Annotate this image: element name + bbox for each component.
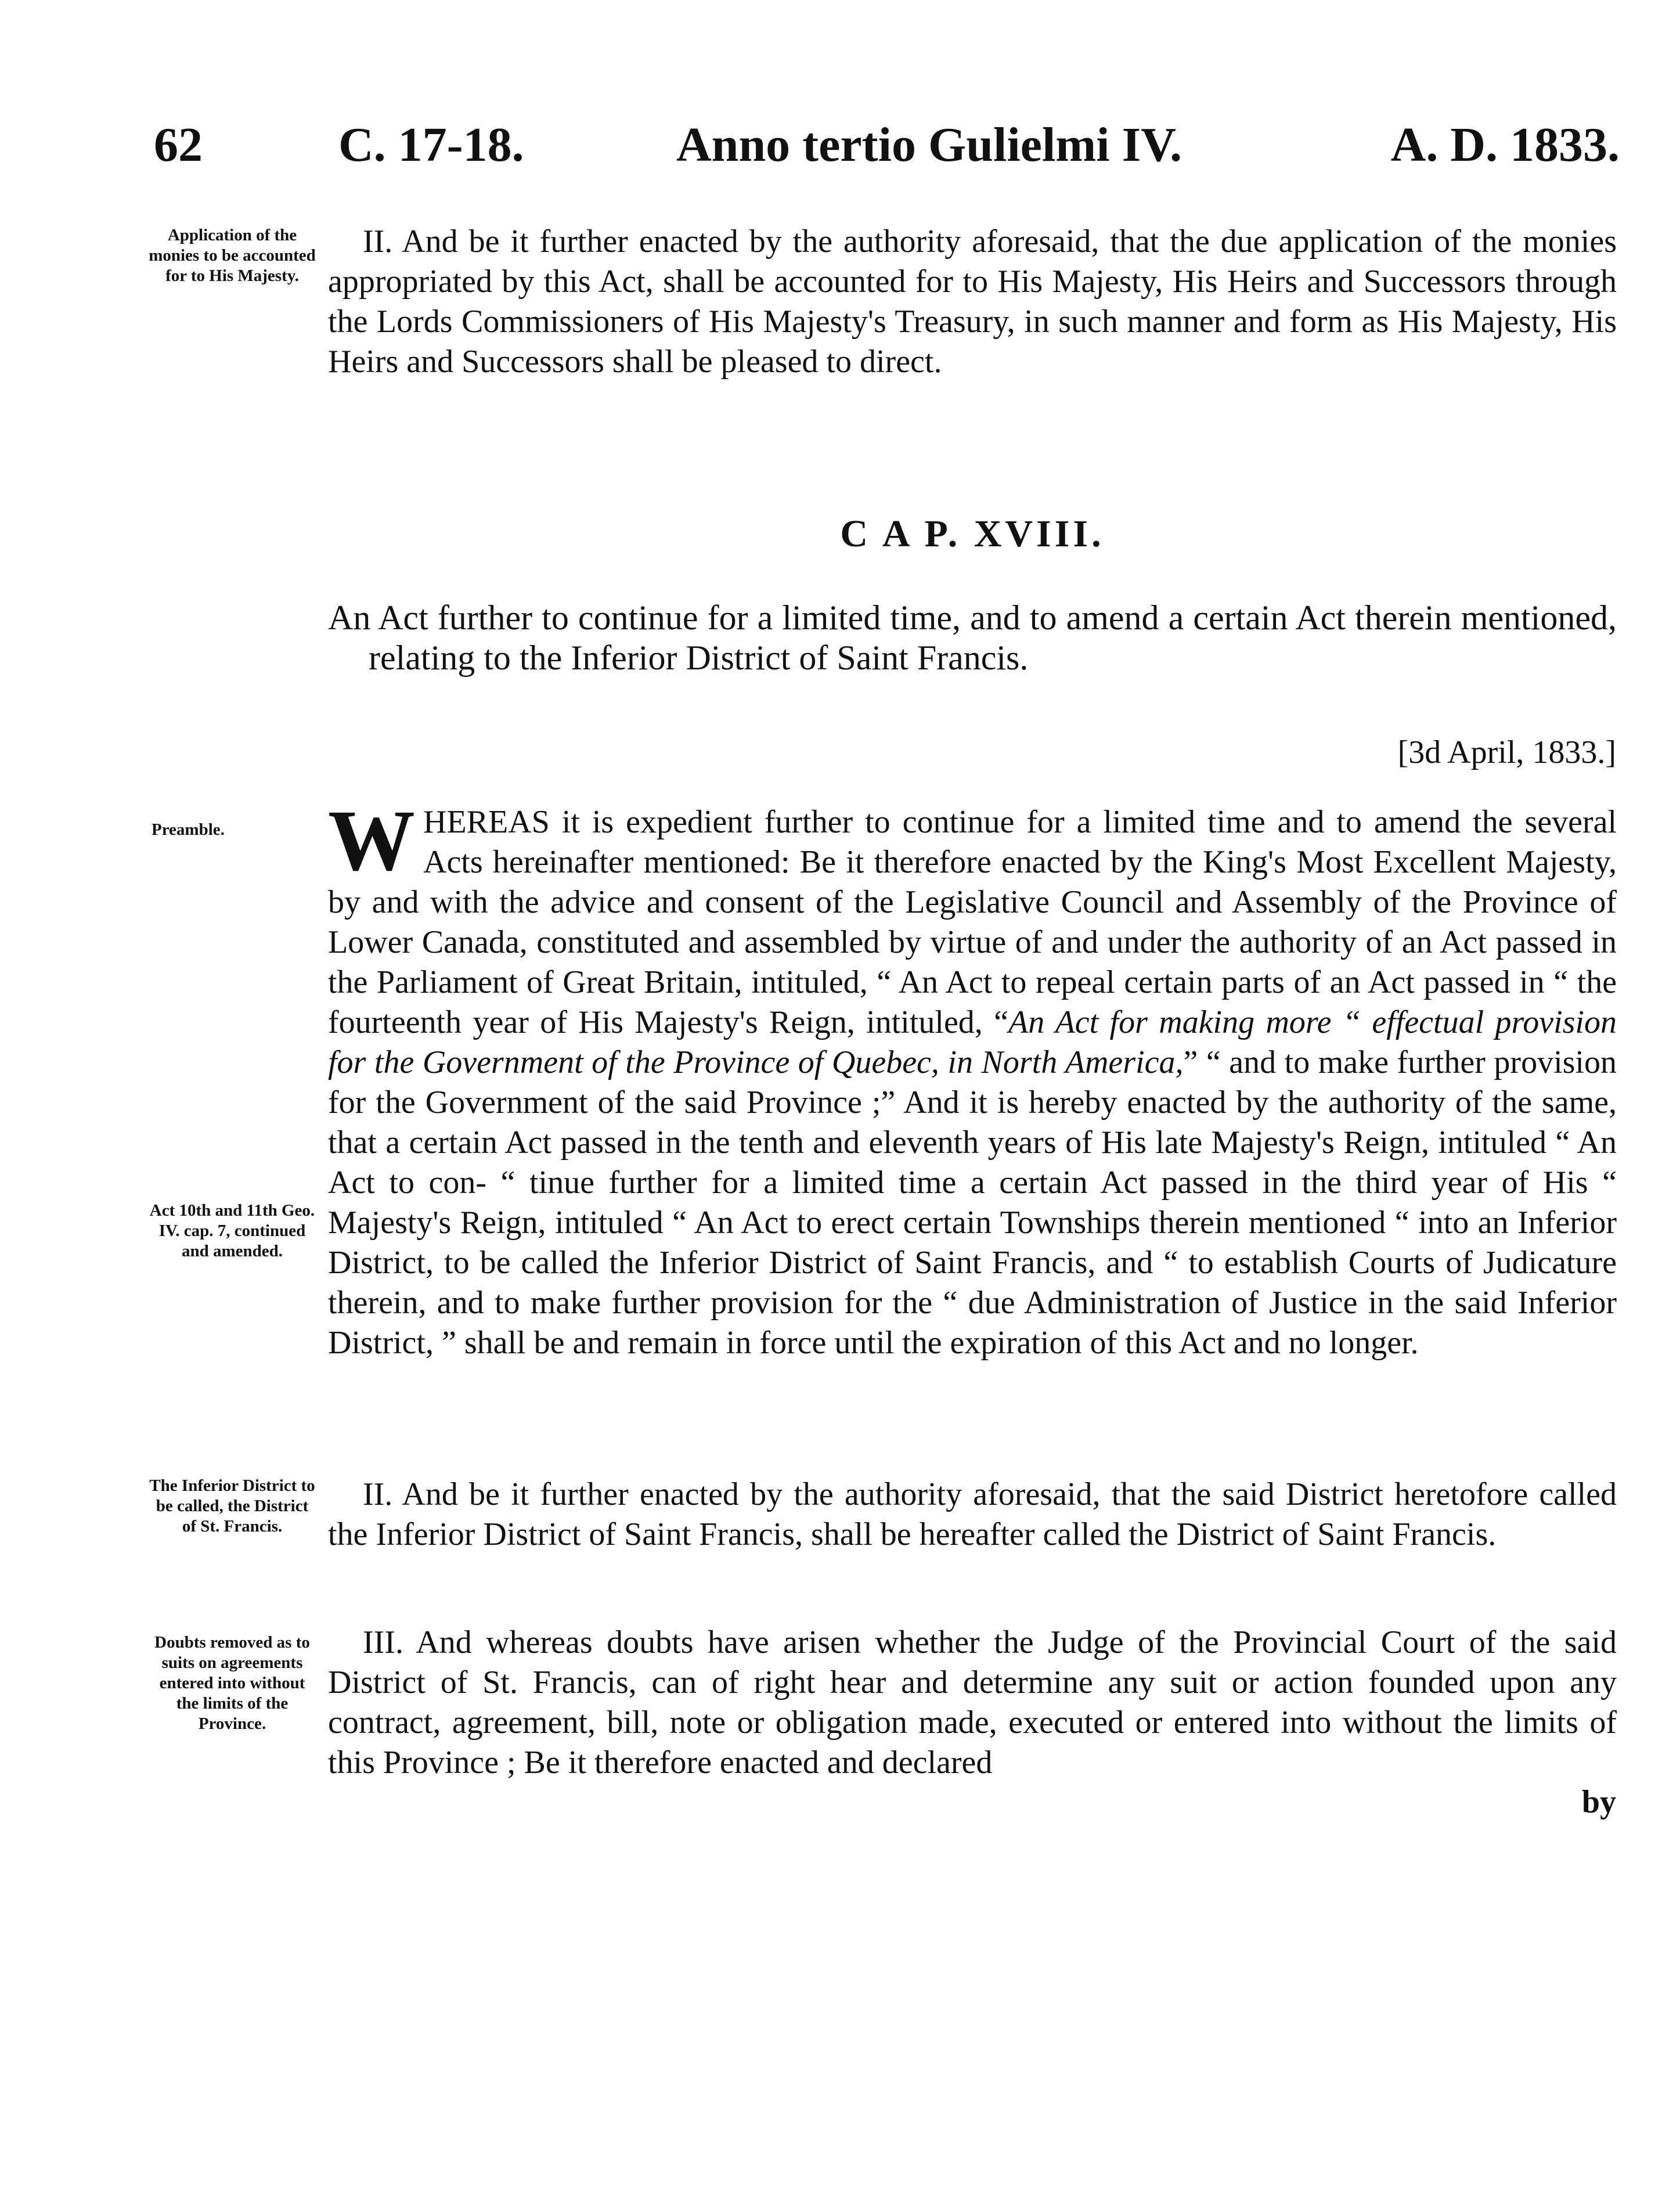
margin-note-application: Application of the monies to be accounted for to His Majesty. — [149, 226, 316, 285]
margin-note-act-continued: Act 10th and 11th Geo. IV. cap. 7, continued and amended. — [149, 1201, 315, 1260]
catchword: by — [1581, 1784, 1616, 1820]
section-ii-district-name: II. And be it further enacted by the authority aforesaid, that the said District heretofore called the Inferior District of Saint Francis, shall be hereafter called the District of Saint Francis. — [328, 1476, 1617, 1552]
section-iii-doubts: III. And whereas doubts have arisen whether the Judge of the Provincial Court of the said District of St. Francis, can of right hear and determine any suit or action founded upon any contract, agreement, bill, note or obligation made, executed or entered into without the limits of this Province ; Be it therefore enacted and declared — [328, 1624, 1617, 1781]
act-title: An Act further to continue for a limited time, and to amend a certain Act therein mentioned, relating to the Inferior District of Saint Francis. — [328, 599, 1617, 677]
drop-capital: W — [328, 792, 415, 889]
section-ii-application-of-monies: II. And be it further enacted by the authority aforesaid, that the due application of the monies appropriated by this Act, shall be accounted for to His Majesty, His Heirs and Successors through the Lords Commissioners of His Majesty's Treasury, in such manner and form as His Majesty, His Heirs and Successors shall be pleased to direct. — [328, 224, 1617, 380]
margin-note-district-called: The Inferior District to be called, the District of St. Francis. — [149, 1476, 315, 1536]
margin-note-doubts-removed: Doubts removed as to suits on agreements entered into without the limits of the Province. — [154, 1633, 310, 1733]
year-of-our-lord: A. D. 1833. — [1390, 118, 1620, 172]
preamble-text-part-2: ” “ and to make further provision for the Government of the said Province ;” And it is hereby enacted by the authority of the same, that a certain Act passed in the tenth and eleventh years of His late Majesty's Reign, intituled “ An Act to con- “ tinue further for a limited time a certain Act passed in the third year of His “ Majesty's Reign, intituled “ An Act to erect certain Townships therein mentioned “ into an Inferior District, to be called the Inferior District of Saint Francis, and “ to establish Courts of Judicature therein, and to make further provision for the “ due Administration of Justice in the said Inferior District, ” shall be and remain in force until the expiration of this Act and no longer. — [328, 1044, 1617, 1361]
act-date: [3d April, 1833.] — [1397, 734, 1616, 770]
preamble-paragraph — [328, 792, 1617, 1363]
page-number: 62 — [154, 118, 203, 172]
preamble-text-part-1: HEREAS it is expedient further to continue for a limited time and to amend the several Acts hereinafter mentioned: Be it therefore enacted by the King's Most Excellent Majesty, by and with the advice and consent of the Legislative Council and Assembly of the Province of Lower Canada, constituted and assembled by virtue of and under the authority of an Act passed in the Parliament of Great Britain, intituled, “ An Act to repeal certain parts of an Act passed in “ the fourteenth year of His Majesty's Reign, intituled, “ — [328, 804, 1617, 1040]
chapter-heading: C A P. XVIII. — [840, 513, 1105, 555]
regnal-year: Anno tertio Gulielmi IV. — [676, 118, 1183, 172]
running-header — [154, 110, 1620, 180]
chapter-reference: C. 17-18. — [338, 118, 524, 172]
preamble-italic-title: An Act for making more “ effectual provision for the Government of the Province of Quebec, in North America, — [328, 1004, 1617, 1080]
margin-note-preamble: Preamble. — [152, 820, 225, 839]
